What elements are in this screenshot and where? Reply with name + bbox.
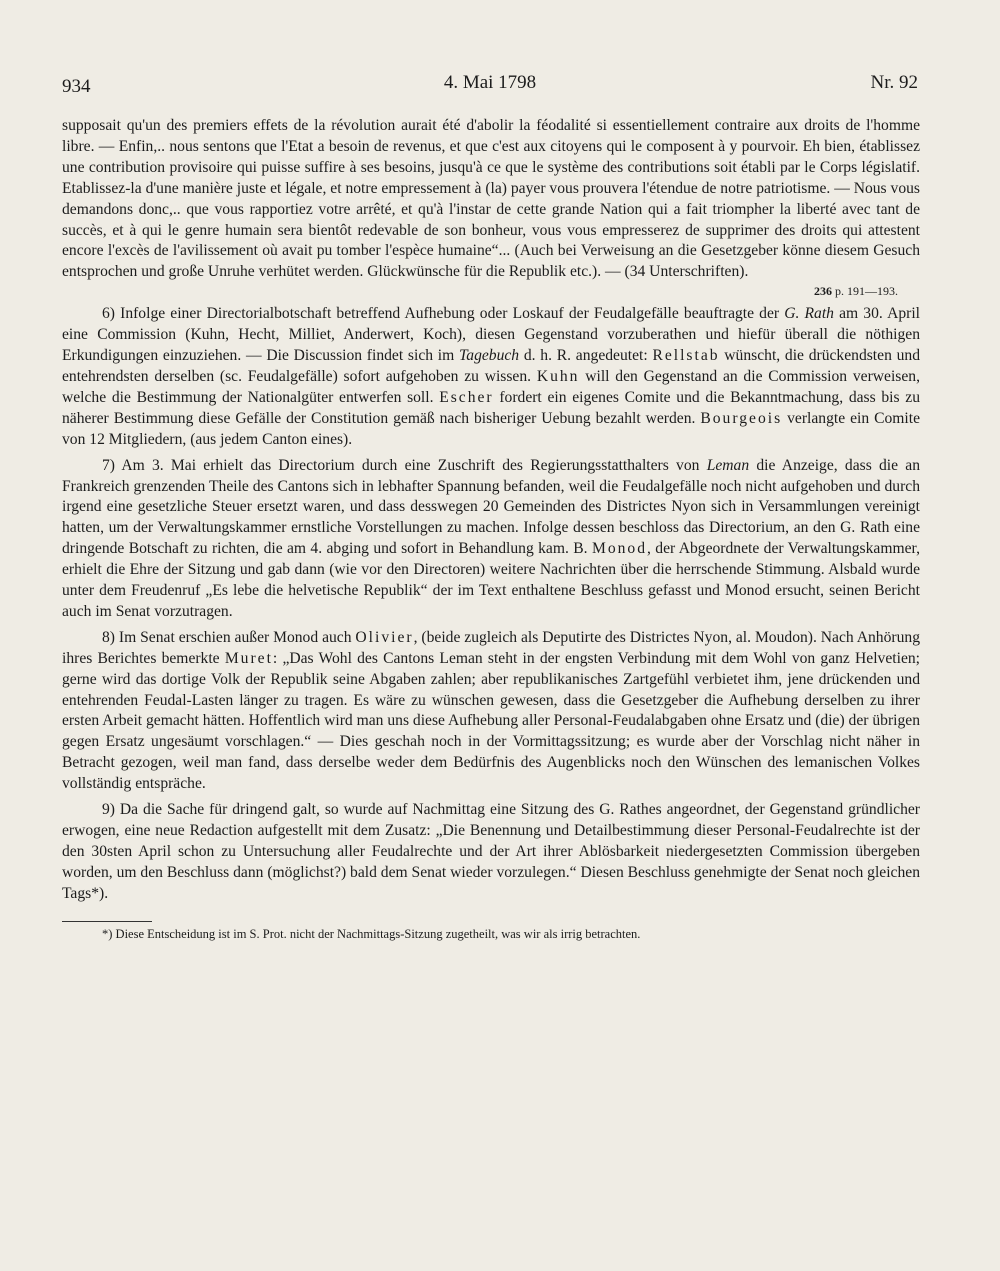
source-reference <box>62 283 898 299</box>
spaced-name: Monod <box>591 540 648 558</box>
footnote-divider <box>62 921 152 922</box>
italic-run: Leman <box>706 456 750 474</box>
text-run: 8) Im Senat erschien außer Monod auch <box>102 628 356 646</box>
text-run: verlangte ein Comite von 12 Mitgliedern, (aus jedem Canton eines). <box>62 409 920 448</box>
footnote: *) Diese Entscheidung ist im S. Prot. nicht der Nachmittags-Sitzung zugetheilt, was wir als irrig betrachten. <box>102 926 641 941</box>
paragraph-9: 9) Da die Sache für dringend galt, so wurde auf Nachmittag eine Sitzung des G. Rathes angeordnet, der Gegenstand gründlicher erwogen, eine neue Redaction aufgestellt mit dem Zusatz: „Die Benennung und Detailbestimmung dieser Personal-Feudalrechte ist der den 30sten April schon zu Untersuchung aller Feudalrechte und der Art ihrer Ablösbarkeit niedergesetzten Commission übergeben worden, um den Beschluss dann (möglichst?) bald dem Senat wieder vorzulegen.“ Diesen Beschluss genehmigte der Senat noch gleichen Tags*). <box>62 801 920 902</box>
source-number: 236 <box>814 284 832 299</box>
italic-run: Tagebuch <box>459 347 520 365</box>
document-number: Nr. 92 <box>870 72 918 93</box>
text-run: am 30. April eine Commission (Kuhn, Hecht, Milliet, Anderwert, Koch), diesen Gegenstand vorzuberathen und hiefür überall die nöthigen Erkundigungen einzuziehen. — Die Discussion findet sich im <box>62 305 920 365</box>
spaced-name: Muret <box>224 649 273 667</box>
text-run: , der Abgeordnete der Verwaltungskammer, erhielt die Ehre der Sitzung und gab dann (wie vor den Directoren) weitere Nachrichten über die herrschende Stimmung. Alsbald wurde unter dem Freudenruf „Es lebe die helvetische Republik“ der im Text enthaltene Beschluss gefasst und Monod ersucht, seinen Bericht auch im Senat vorzutragen. <box>62 540 920 620</box>
paragraph-7 <box>62 456 920 623</box>
paragraph-continuation: supposait qu'un des premiers effets de la révolution aurait été d'abolir la féodalité si essentiellement contraire aux droits de l'homme libre. — Enfin,.. nous sentons que l'Etat a besoin de revenus, et que c'est aux citoyens qui le composent à y pourvoir. Eh bien, établissez une contribution provisoire qui puisse suffire à ses besoins, jusqu'à ce que le système des contributions soit établi par le Corps législatif. Etablissez-la d'une manière juste et légale, et notre empressement à (la) payer vous prouvera l'étendue de notre patriotisme. — Nous vous demandons donc,.. que vous rapportiez votre arrêté, et qu'à l'instar de cette grande Nation qui a fait triompher la liberté avec tant de succès, et à qui le genre humain sera bientôt redevable de son bonheur, vous vous empresserez de supprimer des droits qui attestent encore l'excès de l'avilissement où avait pu tomber l'espèce humaine“... (Auch bei Verweisung an die Gesetzgeber könne diesem Gesuch entsprochen und große Unruhe verhütet werden. Glückwünsche für die Republik etc.). — (34 Unterschriften). <box>62 117 920 281</box>
page-number: 934 <box>62 76 91 97</box>
text-run: 6) Infolge einer Directorialbotschaft betreffend Aufhebung oder Loskauf der Feudalgefälle beauftragte der <box>102 305 785 323</box>
text-run: d. h. R. angedeutet: <box>519 347 653 365</box>
source-pages: p. 191—193. <box>835 284 898 299</box>
spaced-name: Escher <box>439 388 494 406</box>
paragraph-6 <box>62 304 920 450</box>
spaced-name: Olivier <box>355 628 414 646</box>
spaced-name: Rellstab <box>652 347 720 365</box>
text-run: , (beide zugleich als Deputirte des Districtes Nyon, al. Moudon). Nach Anhörung ihres Berichtes bemerkte <box>62 628 920 667</box>
header-date: 4. Mai 1798 <box>443 72 537 93</box>
italic-run: G. Rath <box>784 305 834 323</box>
page-body <box>62 116 920 943</box>
text-run: 7) Am 3. Mai erhielt das Directorium durch eine Zuschrift des Regierungsstatthalters von <box>102 456 707 474</box>
spaced-name: Kuhn <box>536 367 580 385</box>
text-run: die Anzeige, dass die an Frankreich grenzenden Theile des Cantons sich in lebhafter Spannung befanden, weil die Feudalgefälle noch nicht aufgehoben und durch irgend eine gesetzliche Steuer ersetzt waren, und dass desswegen 20 Gemeinden des Districtes Nyon sich in Versammlungen vereinigt hatten, um der Verwaltungskammer ernstliche Vorstellungen zu machen. Infolge dessen beschloss das Directorium, an den G. Rath eine dringende Botschaft zu richten, die am 4. abging und sofort in Behandlung kam. B. <box>62 456 921 558</box>
paragraph-8 <box>62 628 920 795</box>
page-header <box>62 72 918 102</box>
text-run: : „Das Wohl des Cantons Leman steht in der engsten Verbindung mit dem Wohl von ganz Helvetien; gerne wird das dortige Volk der Republik seine Abgaben zahlen; aber republikanisches Zartgefühl verbietet ihm, jene drückenden und entehrenden Feudal-Lasten länger zu tragen. Es wäre zu wünschen gewesen, dass die Gesetzgeber die Aufhebung derselben zu ihrer ersten Arbeit gemacht hätten. Hoffentlich wird man uns diese Aufhebung aller Personal-Feudalabgaben ohne Ersatz und (die) der übrigen gegen Ersatz ungesäumt vorschlagen.“ — Dies geschah noch in der Vormittagssitzung; es wurde aber der Vorschlag nicht näher in Betracht gezogen, weil man fand, dass derselbe weder dem Bedürfnis des Augenblicks noch den Wünschen des lemanischen Volkes vollständig entspräche. <box>62 649 920 793</box>
text-run: will den Gegenstand an die Commission verweisen, welche die Bestimmung der Nationalgüter entwerfen soll. <box>62 367 920 406</box>
text-run: fordert ein eigenes Comite und die Bekanntmachung, dass bis zu näherer Bestimmung diese Gefälle der Constitution gemäß nach bisheriger Uebung bezahlt werden. <box>62 388 920 427</box>
text-run: wünscht, die drückendsten und entehrendsten derselben (sc. Feudalgefälle) sofort aufgehoben zu wissen. <box>62 347 921 385</box>
spaced-name: Bourgeois <box>700 409 783 427</box>
